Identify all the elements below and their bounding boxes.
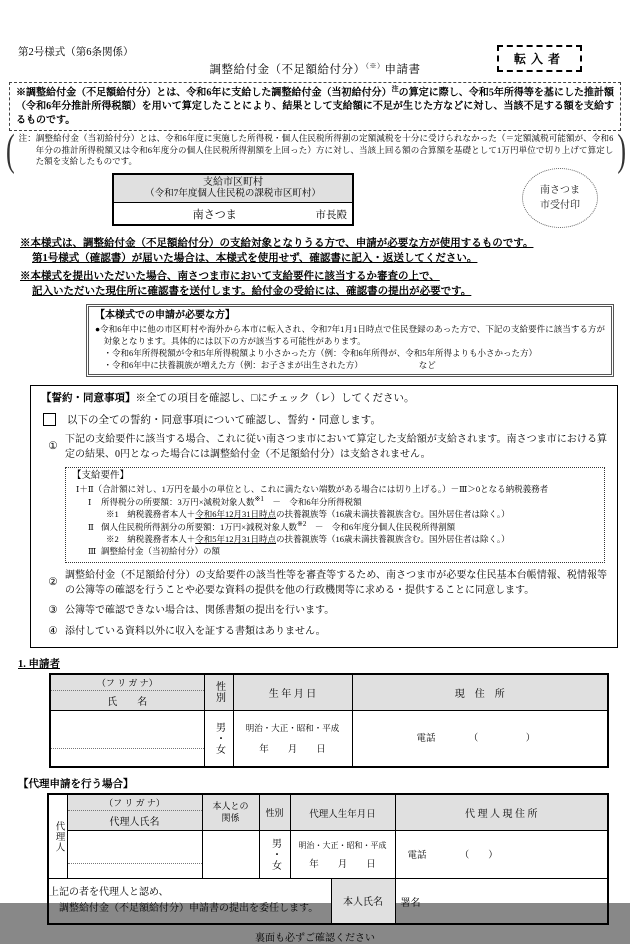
eligibility-item2-suffix: など [418,360,436,371]
requirement-line-3-label: Ⅱ [88,522,94,533]
transfer-badge: 転入者 [497,45,582,72]
notice-submission-line1: ※本様式を提出いただいた場合、南さつま市において支給要件に該当するか審査の上で、 [20,270,440,282]
municipality-header-line1: 支給市区町村 [203,176,263,188]
stamp-line1: 南さつま [540,185,580,196]
intro-box [9,82,621,131]
pledge-item-1-text: 下記の支給要件に該当する場合、これに従い南さつま市において算定した支給額が支給されます。南さつま市における算定の結果、0円となった場合には調整給付金（不足額給付分）は支給されません。 [65,434,607,460]
proxy-sex-cell[interactable]: 男・女 [259,831,290,879]
form-content [0,82,630,944]
eligibility-item2 [95,359,605,371]
note-box [6,125,626,175]
requirement-line-5 [72,545,598,557]
proxy-relation-cell[interactable] [202,831,259,879]
municipality-honorific: 市長殿 [315,210,347,222]
delegation-statement [48,879,331,924]
note-paren-close: ) [617,125,626,175]
requirement-line-1-label: Ⅰ [88,497,92,508]
pledge-item-2-number: ② [48,577,58,589]
pledge-item-1-number: ① [48,441,58,453]
intro-post: の算定に際し、令和5年所得等を基にした推計額（令和6年分推計所得税額）を用いて算定したことにより、結果として支給額に不足が生じた方などに対し、当該不足する額を支給するものです。 [16,87,615,127]
title-main: 調整給付金（不足額給付分） [209,64,366,76]
applicant-birth-cell[interactable] [233,710,352,767]
requirement-line-1-sup: ※1 [254,495,264,504]
stamp-line2: 市受付印 [540,200,580,211]
intro-sup: 注 [391,85,399,93]
requirement-line-2-underline: 令和6年12月31日時点 [195,509,277,520]
applicant-furigana-field[interactable] [51,728,204,749]
requirement-line-3-sup: ※2 [297,520,307,529]
applicant-address-cell[interactable] [352,710,608,767]
pledge-item-2-text: 調整給付金（不足額給付分）の支給要件の該当性等を審査等するため、南さつま市が必要な住民基本台帳情報、税情報等の公簿等の確認を行うことや必要な資料の提供を他の行政機関等に求める・提供することに同意します。 [65,570,607,596]
intro-pre: ※調整給付金（不足額給付分）とは、令和6年に支給した調整給付金（当初給付分） [16,87,392,99]
proxy-address-cell[interactable] [395,831,608,879]
notice-submission-line2: 記入いただいた現住所に確認書を送付します。給付金の受給には、確認書の提出が必要です。 [32,285,472,297]
requirement-line-1-mid: － 令和6年分所得税額 [263,497,362,508]
proxy-birth-cell[interactable] [290,831,395,879]
proxy-furigana-field[interactable] [68,846,202,864]
notice-usage [20,236,630,266]
requirement-line-4-post: の扶養親族等（16歳未満扶養親族含む。国外居住者は除く。） [276,534,510,545]
proxy-era-options: 明治・大正・昭和・平成 [298,840,387,850]
agreement-checkbox-label: 以下の全ての誓約・同意事項について確認し、誓約・同意します。 [67,415,381,427]
applicant-heading: 1. 申請者 [18,658,60,670]
applicant-address-header: 現 住 所 [352,674,608,711]
pledge-item-3-number: ③ [48,604,58,616]
requirements-formula: Ⅰ＋Ⅱ（合計額に対し、1万円を最小の単位とし、これに満たない端数がある場合には切り上げる。）－Ⅲ＞0となる納税義務者 [76,484,549,495]
signature-label: 署名 [400,898,421,910]
signature-cell[interactable] [395,879,608,924]
requirements-title: 【支給要件】 [72,470,130,481]
proxy-furigana-label: （フ リ ガ ナ） [68,795,202,811]
title-tail: 申請書 [384,64,421,76]
proxy-side-label: 代理人 [48,794,67,879]
pledge-item-2 [41,569,607,597]
applicant-date-line: 年 月 日 [259,744,326,755]
requirements-box [65,467,605,564]
pledge-item-4-number: ④ [48,625,58,637]
proxy-date-line: 年 月 日 [309,859,376,870]
agreement-checkbox[interactable] [43,413,56,426]
proxy-phone-label: 電話 （ ） [407,850,498,861]
delegation-line1: 上記の者を代理人と認め、 [49,886,169,898]
applicant-table [49,673,609,769]
pledge-title-rest: ※全ての項目を確認し、□にチェック（レ）してください。 [135,393,415,405]
applicant-sex-header: 性別 [204,674,233,711]
proxy-heading: 【代理申請を行う場合】 [18,779,134,790]
footer-note: 裏面も必ずご確認ください [255,932,375,944]
requirement-line-5-label: Ⅲ [88,546,97,557]
proxy-relation-header: 本人との関係 [202,794,259,831]
pledge-title-strong: 【誓約・同意事項】 [41,393,136,405]
pledge-item-3 [41,604,607,619]
requirement-line-5-pre: 調整給付金（当初給付分）の額 [101,546,221,557]
eligibility-title: 【本様式での申請が必要な方】 [95,309,235,321]
agreement-check-row [43,412,607,427]
notice-usage-line2: 第1号様式（確認書）が届いた場合は、本様式を使用せず、確認書に記入・返送してください。 [32,253,478,265]
requirement-line-1 [72,495,598,508]
proxy-name-header [67,794,202,831]
note-paren-open: ( [6,125,15,175]
pledge-item-1 [41,433,607,461]
applicant-era-options: 明治・大正・昭和・平成 [245,722,340,733]
pledge-box [30,385,618,647]
eligibility-bullet: ●令和6年中に他の市区町村や海外から本市に転入され、令和7年1月1日時点で住民登録のあった方で、下記の支給要件に該当する方が対象となります。具体的には以下の方が該当する可能性があります。 [95,324,605,347]
pledge-title [41,390,607,405]
municipality-box [112,173,354,226]
requirement-line-3 [72,520,598,533]
requirement-line-2-post: の扶養親族等（16歳未満扶養親族含む。国外居住者は除く。） [276,509,510,520]
requirement-line-4-pre: ※2 納税義務者本人＋ [106,534,196,545]
applicant-name-label: 氏 名 [107,696,148,708]
proxy-table [47,793,609,925]
applicant-birth-header: 生 年 月 日 [233,674,352,711]
municipality-header-line2: （令和7年度個人住民税の課税市区町村） [145,189,321,200]
proxy-name-label: 代理人氏名 [109,817,160,828]
notice-submission [20,269,630,299]
proxy-name-cell[interactable] [67,831,202,879]
applicant-phone-label: 電話 （ ） [416,734,536,745]
municipality-header [114,175,352,203]
pledge-item-3-text: 公簿等で確認できない場合は、関係書類の提出を行います。 [65,604,335,616]
requirement-line-1-pre: 所得税分の所要額：3万円×減税対象人数 [101,497,255,508]
delegation-line2: 調整給付金（不足額給付分）申請書の提出を委任します。 [49,902,319,914]
pledge-item-4-text: 添付している資料以外に収入を証する書類はありません。 [65,625,326,637]
note-text: 注：調整給付金（当初給付分）とは、令和6年度に実施した所得税・個人住民税所得割の定額減税を十分に受けられなかった（＝定額減税可能額が、令和6年分の推計所得税額又は令和6年度分の個人住民税所得割額を上回った）方に対し、当該上回る額の合算額を基礎として1万円単位で切り上げて算定した額を支給したものです。 [18,133,614,167]
pledge-item-4 [41,625,607,640]
notice-usage-line1: ※本様式は、調整給付金（不足額給付分）の支給対象となりうる方で、申請が必要な方が使用するものです。 [20,238,534,250]
requirement-line-2-pre: ※1 納税義務者本人＋ [106,509,196,520]
form-number: 第2号様式（第6条関係） [18,47,134,58]
eligibility-item2-text: ・令和6年中に扶養親族が増えた方（例：お子さまが出生された方） [103,360,363,371]
requirement-line-4-underline: 令和5年12月31日時点 [195,534,277,545]
proxy-sex-header: 性別 [259,794,290,831]
requirement-line-2 [72,508,598,520]
eligibility-item1: ・令和6年所得税額が令和5年所得税額より小さかった方（例：令和6年所得が、令和5年所得よりも小さかった方） [103,348,538,359]
title-sup: （※） [365,62,385,71]
eligibility-box [86,304,614,377]
proxy-birth-header: 代理人生年月日 [290,794,395,831]
requirement-line-4 [72,533,598,545]
applicant-name-cell[interactable] [50,710,204,767]
applicant-sex-cell[interactable]: 男・女 [204,710,233,767]
applicant-name-header [50,674,204,711]
applicant-furigana-label: （フ リ ガ ナ） [51,675,204,691]
requirement-line-3-pre: 個人住民税所得割分の所要額：1万円×減税対象人数 [101,522,298,533]
municipality-body [114,203,352,224]
principal-name-label: 本人氏名 [331,879,395,924]
proxy-address-header: 代 理 人 現 住 所 [395,794,608,831]
municipality-name: 南さつま [192,209,237,222]
requirement-line-3-mid: － 令和6年度分個人住民税所得割額 [306,522,456,533]
